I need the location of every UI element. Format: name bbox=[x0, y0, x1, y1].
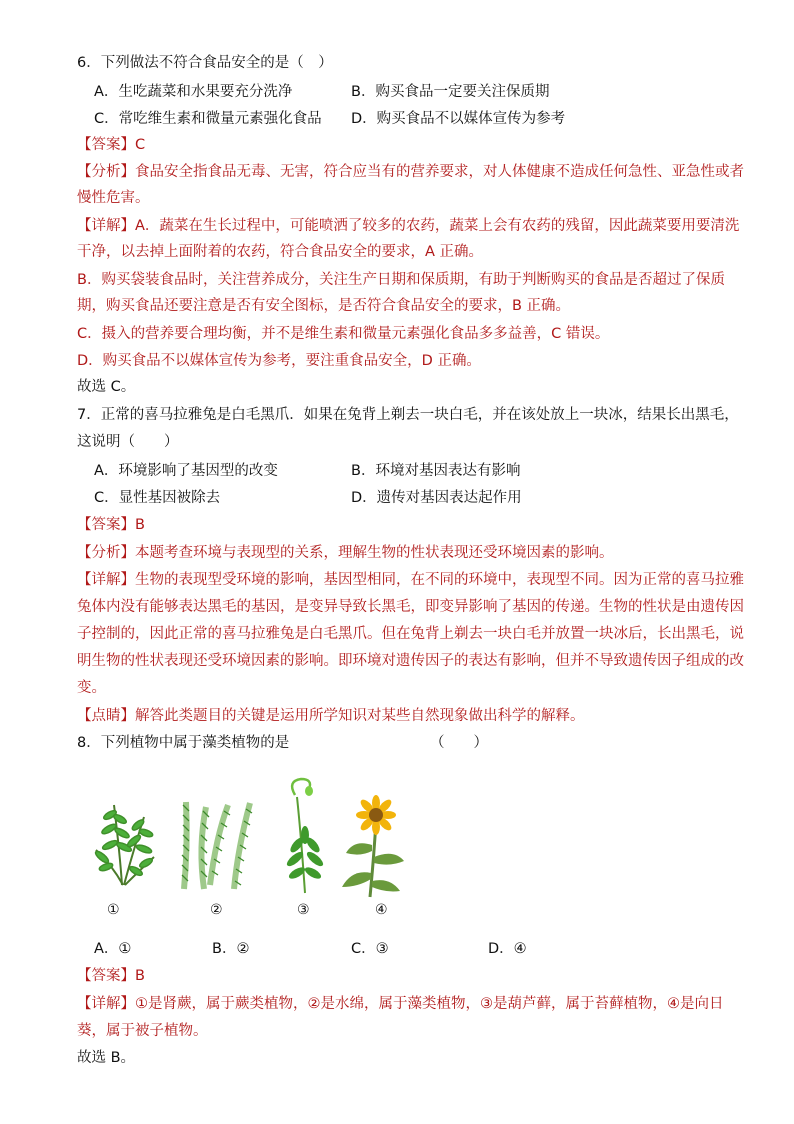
q7-option-b: B．环境对基因表达有影响 bbox=[351, 463, 521, 479]
q6-analysis-line-1: 【分析】食品安全指食品无毒、无害，符合应当有的营养要求，对人体健康不造成任何急性、亚急性或者 bbox=[77, 164, 744, 180]
q8-conclusion: 故选 B。 bbox=[77, 1050, 136, 1066]
q8-detail-line-2: 葵，属于被子植物。 bbox=[77, 1023, 208, 1039]
q8-answer-blank: （ ） bbox=[430, 735, 488, 751]
q7-detail-line-5: 变。 bbox=[77, 680, 106, 696]
q7-comment: 【点睛】解答此类题目的关键是运用所学知识对某些自然现象做出科学的解释。 bbox=[77, 708, 585, 724]
q6-option-b: B．购买食品一定要关注保质期 bbox=[351, 84, 550, 100]
figure-label-1: ① bbox=[107, 902, 120, 918]
q6-conclusion: 故选 C。 bbox=[77, 379, 136, 395]
q8-option-d: D．④ bbox=[488, 941, 527, 957]
q7-detail-line-3: 子控制的，因此正常的喜马拉雅兔是白毛黑爪。但在兔背上剃去一块白毛并放置一块冰后，长出黑毛，说 bbox=[77, 626, 744, 642]
fern-plant-image bbox=[92, 795, 158, 890]
q8-option-a: A．① bbox=[94, 941, 132, 957]
figure-label-2: ② bbox=[210, 902, 223, 918]
q6-answer: 【答案】C bbox=[77, 137, 146, 153]
q8-option-c: C．③ bbox=[351, 941, 389, 957]
moss-plant-image bbox=[283, 775, 327, 897]
q6-option-c: C．常吃维生素和微量元素强化食品 bbox=[94, 111, 322, 127]
q6-detail-line-4: 期，购买食品还要注意是否有安全图标，是否符合食品安全的要求，B 正确。 bbox=[77, 298, 571, 314]
q6-detail-line-5: C．摄入的营养要合理均衡，并不是维生素和微量元素强化食品多多益善，C 错误。 bbox=[77, 326, 610, 342]
q7-option-d: D．遗传对基因表达起作用 bbox=[351, 490, 522, 506]
q7-option-c: C．显性基因被除去 bbox=[94, 490, 221, 506]
q7-detail-line-1: 【详解】生物的表现型受环境的影响，基因型相同，在不同的环境中，表现型不同。因为正常的喜马拉雅 bbox=[77, 572, 744, 588]
q7-detail-line-4: 明生物的性状表现还受环境因素的影响。即环境对遗传因子的表达有影响，但并不导致遗传因子组成的改 bbox=[77, 653, 744, 669]
sunflower-plant-image bbox=[340, 795, 410, 899]
q7-detail-line-2: 兔体内没有能够表达黑毛的基因，是变异导致长黑毛，即变异影响了基因的传递。生物的性状是由遗传因 bbox=[77, 599, 744, 615]
q6-option-a: A．生吃蔬菜和水果要充分洗净 bbox=[94, 84, 293, 100]
q6-analysis-line-2: 慢性危害。 bbox=[77, 190, 150, 206]
figure-label-3: ③ bbox=[297, 902, 310, 918]
q8-answer: 【答案】B bbox=[77, 968, 145, 984]
q6-detail-line-3: B．购买袋装食品时，关注营养成分，关注生产日期和保质期，有助于判断购买的食品是否超过了保质 bbox=[77, 272, 725, 288]
q8-option-b: B．② bbox=[212, 941, 250, 957]
q8-stem: 8．下列植物中属于藻类植物的是 bbox=[77, 735, 290, 751]
q7-option-a: A．环境影响了基因型的改变 bbox=[94, 463, 278, 479]
q8-detail-line-1: 【详解】①是肾蕨，属于蕨类植物，②是水绵，属于藻类植物，③是葫芦藓，属于苔藓植物，④是向日 bbox=[77, 996, 724, 1012]
q7-analysis: 【分析】本题考查环境与表现型的关系，理解生物的性状表现还受环境因素的影响。 bbox=[77, 545, 614, 561]
q7-stem-line-1: 7．正常的喜马拉雅兔是白毛黑爪．如果在兔背上剃去一块白毛，并在该处放上一块冰，结果长出黑毛， bbox=[77, 407, 739, 423]
q7-answer: 【答案】B bbox=[77, 517, 145, 533]
q6-option-d: D．购买食品不以媒体宣传为参考 bbox=[351, 111, 566, 127]
figure-label-4: ④ bbox=[375, 902, 388, 918]
q6-stem: 6．下列做法不符合食品安全的是（ ） bbox=[77, 55, 333, 71]
spirogyra-alga-image bbox=[176, 797, 262, 893]
q7-stem-line-2: 这说明（ ） bbox=[77, 434, 179, 450]
q6-detail-line-2: 干净，以去掉上面附着的农药，符合食品安全的要求，A 正确。 bbox=[77, 244, 484, 260]
q6-detail-line-1: 【详解】A．蔬菜在生长过程中，可能喷洒了较多的农药，蔬菜上会有农药的残留，因此蔬菜要用要清洗 bbox=[77, 218, 740, 234]
q6-detail-line-6: D．购买食品不以媒体宣传为参考，要注重食品安全，D 正确。 bbox=[77, 353, 481, 369]
